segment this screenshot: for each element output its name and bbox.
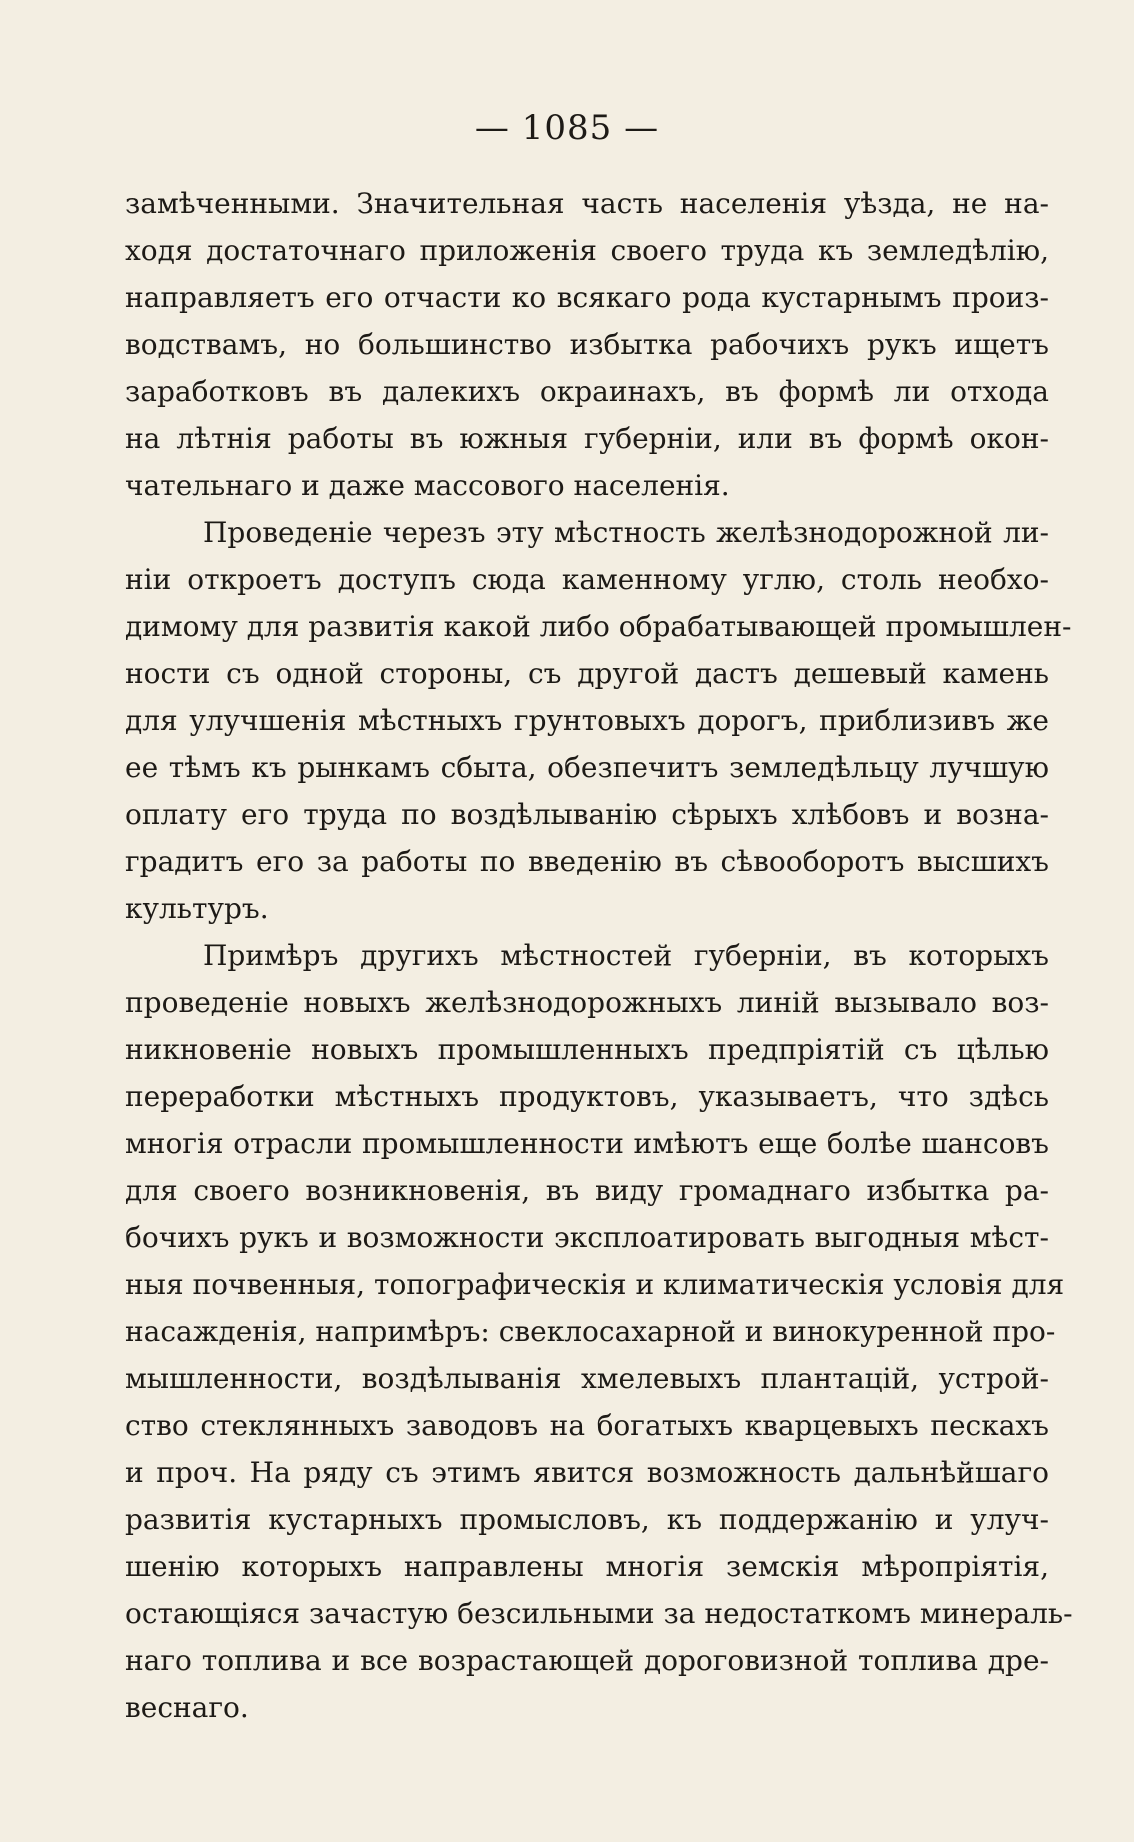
text-line: направляетъ его отчасти ко всякаго рода кустарнымъ произ- [125, 281, 1049, 314]
text-line: для улучшенія мѣстныхъ грунтовыхъ дорогъ, приблизивъ же [125, 704, 1049, 737]
text-line: бочихъ рукъ и возможности эксплоатировать выгодныя мѣст- [125, 1221, 1049, 1254]
text-line: водствамъ, но большинство избытка рабочихъ рукъ ищетъ [125, 328, 1049, 361]
text-line: веснаго. [125, 1691, 249, 1724]
text-line: Примѣръ другихъ мѣстностей губерніи, въ которыхъ [203, 939, 1049, 972]
text-line: Проведеніе черезъ эту мѣстность желѣзнодорожной ли- [203, 516, 1049, 549]
text-line: на лѣтнія работы въ южныя губерніи, или въ формѣ окон- [125, 422, 1049, 455]
text-line: ніи откроетъ доступъ сюда каменному углю, столь необхо- [125, 563, 1049, 596]
text-line: ство стеклянныхъ заводовъ на богатыхъ кварцевыхъ пескахъ [125, 1409, 1049, 1442]
text-line: ее тѣмъ къ рынкамъ сбыта, обезпечитъ земледѣльцу лучшую [125, 751, 1049, 784]
text-line: димому для развитія какой либо обрабатывающей промышлен- [125, 610, 1072, 643]
paragraph [125, 509, 1072, 932]
paragraph [125, 932, 1073, 1731]
text-line: проведеніе новыхъ желѣзнодорожныхъ линій вызывало воз- [125, 986, 1049, 1019]
text-line: чательнаго и даже массового населенія. [125, 469, 730, 502]
text-line: культуръ. [125, 892, 269, 925]
text-line: шенію которыхъ направлены многія земскія мѣропріятія, [125, 1550, 1049, 1583]
text-line: мышленности, воздѣлыванія хмелевыхъ плантацій, устрой- [125, 1362, 1049, 1395]
text-line: наго топлива и все возрастающей дороговизной топлива дре- [125, 1644, 1049, 1677]
paragraph [125, 180, 1049, 509]
text-line: никновеніе новыхъ промышленныхъ предпріятій съ цѣлью [125, 1033, 1049, 1066]
text-line: заработковъ въ далекихъ окраинахъ, въ формѣ ли отхода [125, 375, 1049, 408]
text-line: ходя достаточнаго приложенія своего труда къ земледѣлію, [125, 234, 1049, 267]
text-line: многія отрасли промышленности имѣютъ еще болѣе шансовъ [125, 1127, 1049, 1160]
text-line: оплату его труда по воздѣлыванію сѣрыхъ хлѣбовъ и возна- [125, 798, 1049, 831]
body-text [125, 180, 1073, 1731]
text-line: замѣченными. Значительная часть населенія уѣзда, не на- [125, 187, 1049, 220]
text-line: градитъ его за работы по введенію въ сѣвооборотъ высшихъ [125, 845, 1049, 878]
page-number: — 1085 — [474, 108, 660, 148]
text-line: развитія кустарныхъ промысловъ, къ поддержанію и улуч- [125, 1503, 1049, 1536]
text-line: для своего возникновенія, въ виду громаднаго избытка ра- [125, 1174, 1049, 1207]
text-line: ности съ одной стороны, съ другой дастъ дешевый камень [125, 657, 1049, 690]
text-line: насажденія, напримѣръ: свеклосахарной и винокуренной про- [125, 1315, 1056, 1348]
text-line: переработки мѣстныхъ продуктовъ, указываетъ, что здѣсь [125, 1080, 1049, 1113]
text-line: остающіяся зачастую безсильными за недостаткомъ минераль- [125, 1597, 1073, 1630]
text-line: и проч. На ряду съ этимъ явится возможность дальнѣйшаго [125, 1456, 1049, 1489]
text-line: ныя почвенныя, топографическія и климатическія условія для [125, 1268, 1065, 1301]
